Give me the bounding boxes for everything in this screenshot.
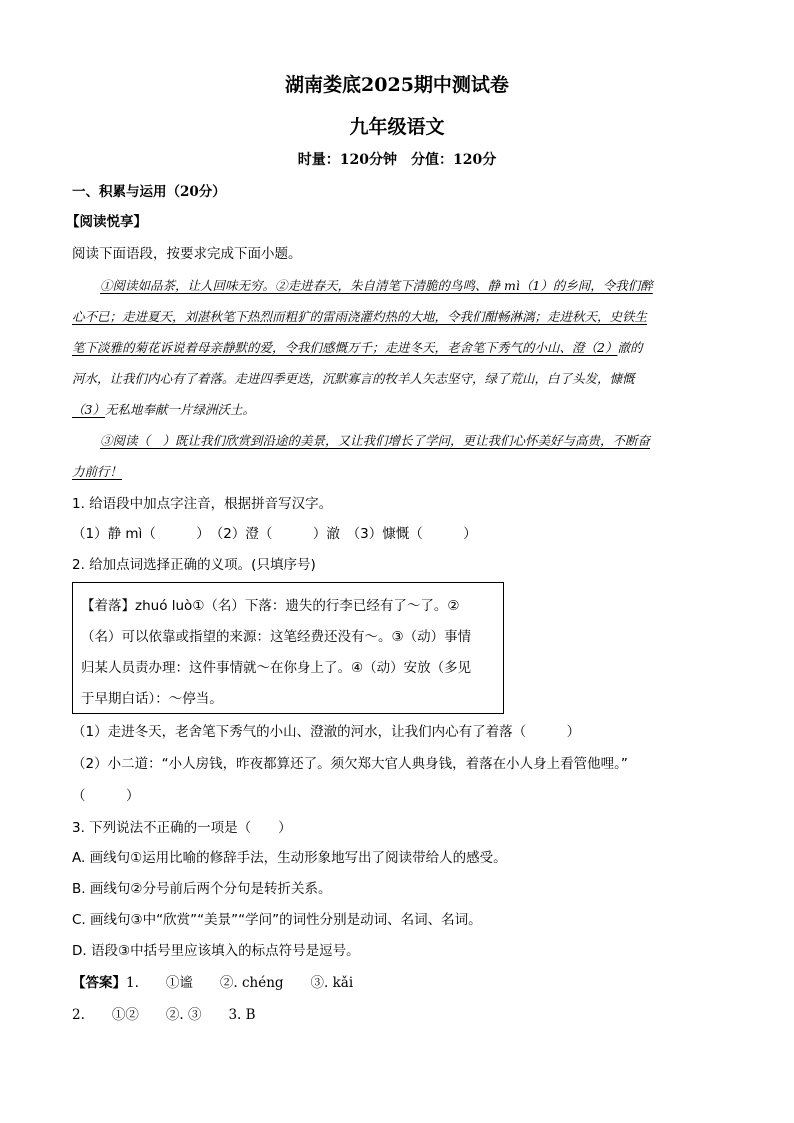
option-a: A. 画线句①运用比喻的修辞手法，生动形象地写出了阅读带给人的感受。 — [72, 850, 507, 866]
definition-row: 于早期白话）：～停当。 — [81, 691, 223, 707]
passage-fragment: 笔下淡雅的菊花诉说着母亲静默的爱，令我们感慨万千；走进冬天，老舍笔下秀气的小山、澄 — [72, 340, 585, 355]
section-heading: 一、积累与运用（20分） — [72, 184, 226, 200]
passage-row — [72, 332, 722, 363]
definition-row: 【着落】zhuó luò①（名）下落：遗失的行李已经有了～了。② — [81, 598, 460, 614]
definition-row: （名）可以依靠或指望的来源：这笔经费还没有～。③（动）事情 — [81, 629, 472, 645]
passage-row: 河水，让我们内心有了着落。走进四季更迭，沉默寡言的牧羊人矢志坚守，绿了荒山，白了头发，慷慨 — [72, 371, 635, 386]
passage-fragment: 无私地奉献一片绿洲沃土。 — [104, 402, 255, 417]
reading-instruction: 阅读下面语段，按要求完成下面小题。 — [72, 246, 302, 262]
passage-row: ③阅读（ ）既让我们欣赏到沿途的美景，又让我们增长了学问，更让我们心怀美好与高贵，不断奋 — [100, 433, 651, 448]
answer-text: 1. ①谧 ②. chéng ③. kǎi — [126, 975, 354, 991]
option-b: B. 画线句②分号前后两个分句是转折关系。 — [72, 881, 332, 897]
passage-row: ①阅读如品茶，让人回味无穷。②走进春天，朱自清笔下清脆的鸟鸣、静 mì（1）的乡间，令我们醉 — [100, 278, 653, 293]
blank-3: （3） — [72, 402, 105, 417]
answer-row-2: 2. ①② ②. ③ 3. B — [72, 1007, 256, 1023]
question-2-sub2: （2）小二道：“小人房钱，昨夜都算还了。须欠郑大官人典身钱，着落在小人身上看管他哩。” — [72, 756, 628, 772]
question-1-stem: 1. 给语段中加点字注音，根据拼音写汉字。 — [72, 496, 333, 512]
blank-2: （2） — [584, 340, 618, 355]
section-subheading: 【阅读悦享】 — [66, 214, 147, 230]
option-d: D. 语段③中括号里应该填入的标点符号是逗号。 — [72, 943, 360, 959]
document-subtitle: 九年级语文 — [349, 116, 445, 138]
definition-box — [72, 582, 504, 714]
answer-label: 【答案】 — [72, 975, 126, 991]
reading-passage — [72, 270, 722, 487]
question-2-sub1: （1）走进冬天，老舍笔下秀气的小山、澄澈的河水，让我们内心有了着落（ ） — [72, 724, 581, 740]
passage-fragment: 澈的 — [617, 340, 643, 355]
passage-row: 力前行！ — [72, 464, 123, 479]
question-2-stem: 2. 给加点词选择正确的义项。(只填序号) — [72, 557, 316, 573]
document-title: 湖南娄底2025期中测试卷 — [285, 74, 509, 96]
passage-row: 心不已；走进夏天，刘湛秋笔下热烈而粗犷的雷雨浇灌灼热的大地，令我们酣畅淋漓；走进秋天，史铁生 — [72, 309, 648, 324]
passage-row — [72, 394, 722, 425]
exam-meta: 时量：120分钟 分值：120分 — [297, 152, 497, 168]
question-3-stem: 3. 下列说法不正确的一项是（ ） — [72, 820, 292, 836]
answer-row-1 — [72, 973, 353, 993]
question-2-sub2-blank: （ ） — [72, 788, 140, 804]
definition-row: 归某人员责办理：这件事情就～在你身上了。④（动）安放（多见 — [81, 660, 472, 676]
question-1-items: （1）静 mì（ ） （2）澄（ ）澈 （3）慷慨（ ） — [72, 526, 477, 542]
option-c: C. 画线句③中“欣赏”“美景”“学问”的词性分别是动词、名词、名词。 — [72, 912, 482, 928]
